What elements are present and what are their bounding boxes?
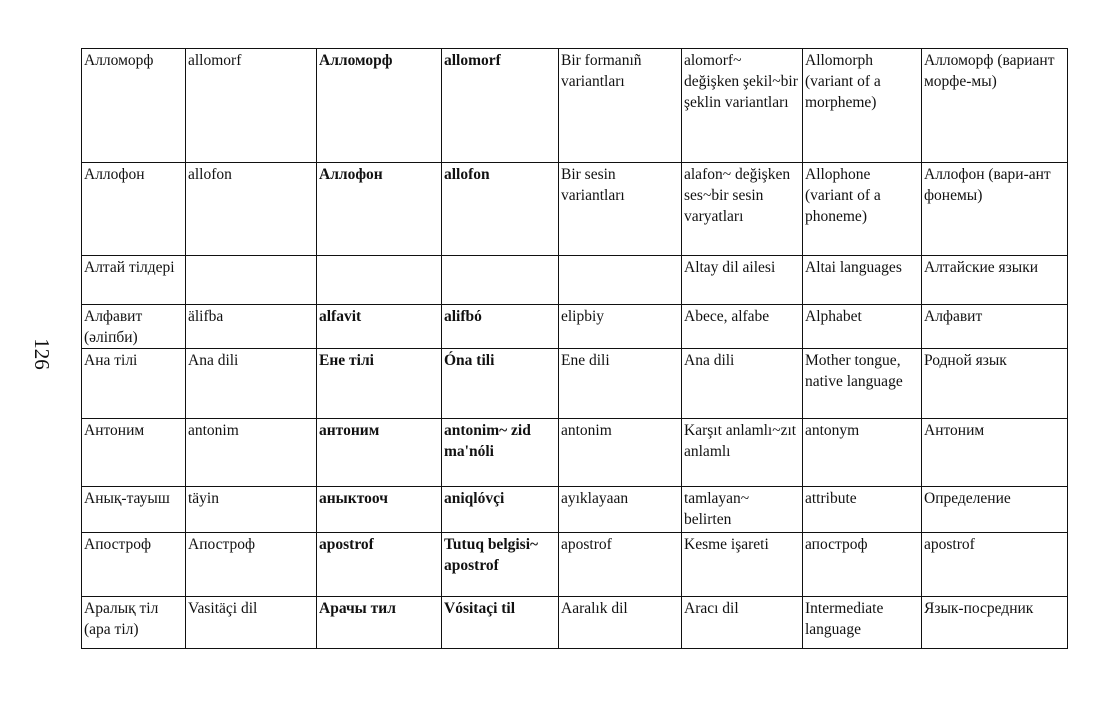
table-cell: Алфавит (әліпби) <box>82 305 186 349</box>
table-cell: Антоним <box>922 419 1068 487</box>
table-cell: ayıklayaan <box>559 487 682 533</box>
table-cell: апостроф <box>803 533 922 597</box>
table-cell: allomorf <box>186 49 317 163</box>
table-cell: antonim <box>186 419 317 487</box>
table-cell: älifba <box>186 305 317 349</box>
table-cell: apostrof <box>922 533 1068 597</box>
table-cell: Óna tili <box>442 349 559 419</box>
table-cell: alifbó <box>442 305 559 349</box>
page-number: 126 <box>30 338 54 370</box>
table-cell: Алфавит <box>922 305 1068 349</box>
table-cell: Аралық тіл (ара тіл) <box>82 597 186 649</box>
table-row <box>82 163 1068 256</box>
table-cell <box>442 256 559 305</box>
table-cell: antonym <box>803 419 922 487</box>
table-cell: Анық-тауыш <box>82 487 186 533</box>
table-cell: Vasitäçi dil <box>186 597 317 649</box>
table-cell: Определение <box>922 487 1068 533</box>
table-cell: Аллофон <box>317 163 442 256</box>
table-cell: Арачы тил <box>317 597 442 649</box>
table-row <box>82 305 1068 349</box>
table-cell: Аллофон <box>82 163 186 256</box>
table-cell: antonim <box>559 419 682 487</box>
table-cell: аныктооч <box>317 487 442 533</box>
table-cell: Аллофон (вари-ант фонемы) <box>922 163 1068 256</box>
table-cell: elipbiy <box>559 305 682 349</box>
table-cell: Bir sesin variantları <box>559 163 682 256</box>
table-cell: alomorf~ değişken şekil~bir şeklin variantları <box>682 49 803 163</box>
table-cell: allofon <box>186 163 317 256</box>
table-cell: alafon~ değişken ses~bir sesin varyatları <box>682 163 803 256</box>
table-cell: apostrof <box>317 533 442 597</box>
table-row <box>82 419 1068 487</box>
table-cell: Ana dili <box>682 349 803 419</box>
table-cell: Ана тілі <box>82 349 186 419</box>
table-cell: Ana dili <box>186 349 317 419</box>
table-row <box>82 256 1068 305</box>
table-cell: Kesme işareti <box>682 533 803 597</box>
table-cell: Allophone (variant of a phoneme) <box>803 163 922 256</box>
table-row <box>82 597 1068 649</box>
table-cell: Антоним <box>82 419 186 487</box>
table-row <box>82 349 1068 419</box>
table-cell <box>317 256 442 305</box>
table-cell: Mother tongue, native language <box>803 349 922 419</box>
table-row <box>82 49 1068 163</box>
table-cell: Abece, alfabe <box>682 305 803 349</box>
table-cell: Ene dili <box>559 349 682 419</box>
table-cell: täyin <box>186 487 317 533</box>
table-row <box>82 487 1068 533</box>
table-cell: allomorf <box>442 49 559 163</box>
table-cell: Алломорф (вариант морфе-мы) <box>922 49 1068 163</box>
table-cell: tamlayan~ belirten <box>682 487 803 533</box>
table-cell: Алломорф <box>317 49 442 163</box>
table-cell: Язык-посредник <box>922 597 1068 649</box>
glossary-table <box>81 48 1068 649</box>
table-row <box>82 533 1068 597</box>
table-cell: Алломорф <box>82 49 186 163</box>
table-cell: Karşıt anlamlı~zıt anlamlı <box>682 419 803 487</box>
glossary-body <box>82 49 1068 649</box>
table-cell: Altai languages <box>803 256 922 305</box>
table-cell: Vósitaçi til <box>442 597 559 649</box>
table-cell: alfavit <box>317 305 442 349</box>
table-cell: Алтай тілдері <box>82 256 186 305</box>
table-cell <box>186 256 317 305</box>
table-cell: Tutuq belgisi~ apostrof <box>442 533 559 597</box>
table-cell: Апостроф <box>186 533 317 597</box>
table-cell: Altay dil ailesi <box>682 256 803 305</box>
table-cell: aniqlóvçi <box>442 487 559 533</box>
table-cell: apostrof <box>559 533 682 597</box>
table-cell: антоним <box>317 419 442 487</box>
table-cell: Апостроф <box>82 533 186 597</box>
table-cell: antonim~ zid ma'nóli <box>442 419 559 487</box>
table-cell: Aracı dil <box>682 597 803 649</box>
table-cell: allofon <box>442 163 559 256</box>
table-cell: Allomorph (variant of a morpheme) <box>803 49 922 163</box>
table-cell: Aaralık dil <box>559 597 682 649</box>
table-cell: Bir formanıñ variantları <box>559 49 682 163</box>
table-cell: Алтайские языки <box>922 256 1068 305</box>
table-cell: Intermediate language <box>803 597 922 649</box>
table-cell: Родной язык <box>922 349 1068 419</box>
table-cell: Ене тілі <box>317 349 442 419</box>
table-cell: Alphabet <box>803 305 922 349</box>
table-cell <box>559 256 682 305</box>
table-cell: attribute <box>803 487 922 533</box>
